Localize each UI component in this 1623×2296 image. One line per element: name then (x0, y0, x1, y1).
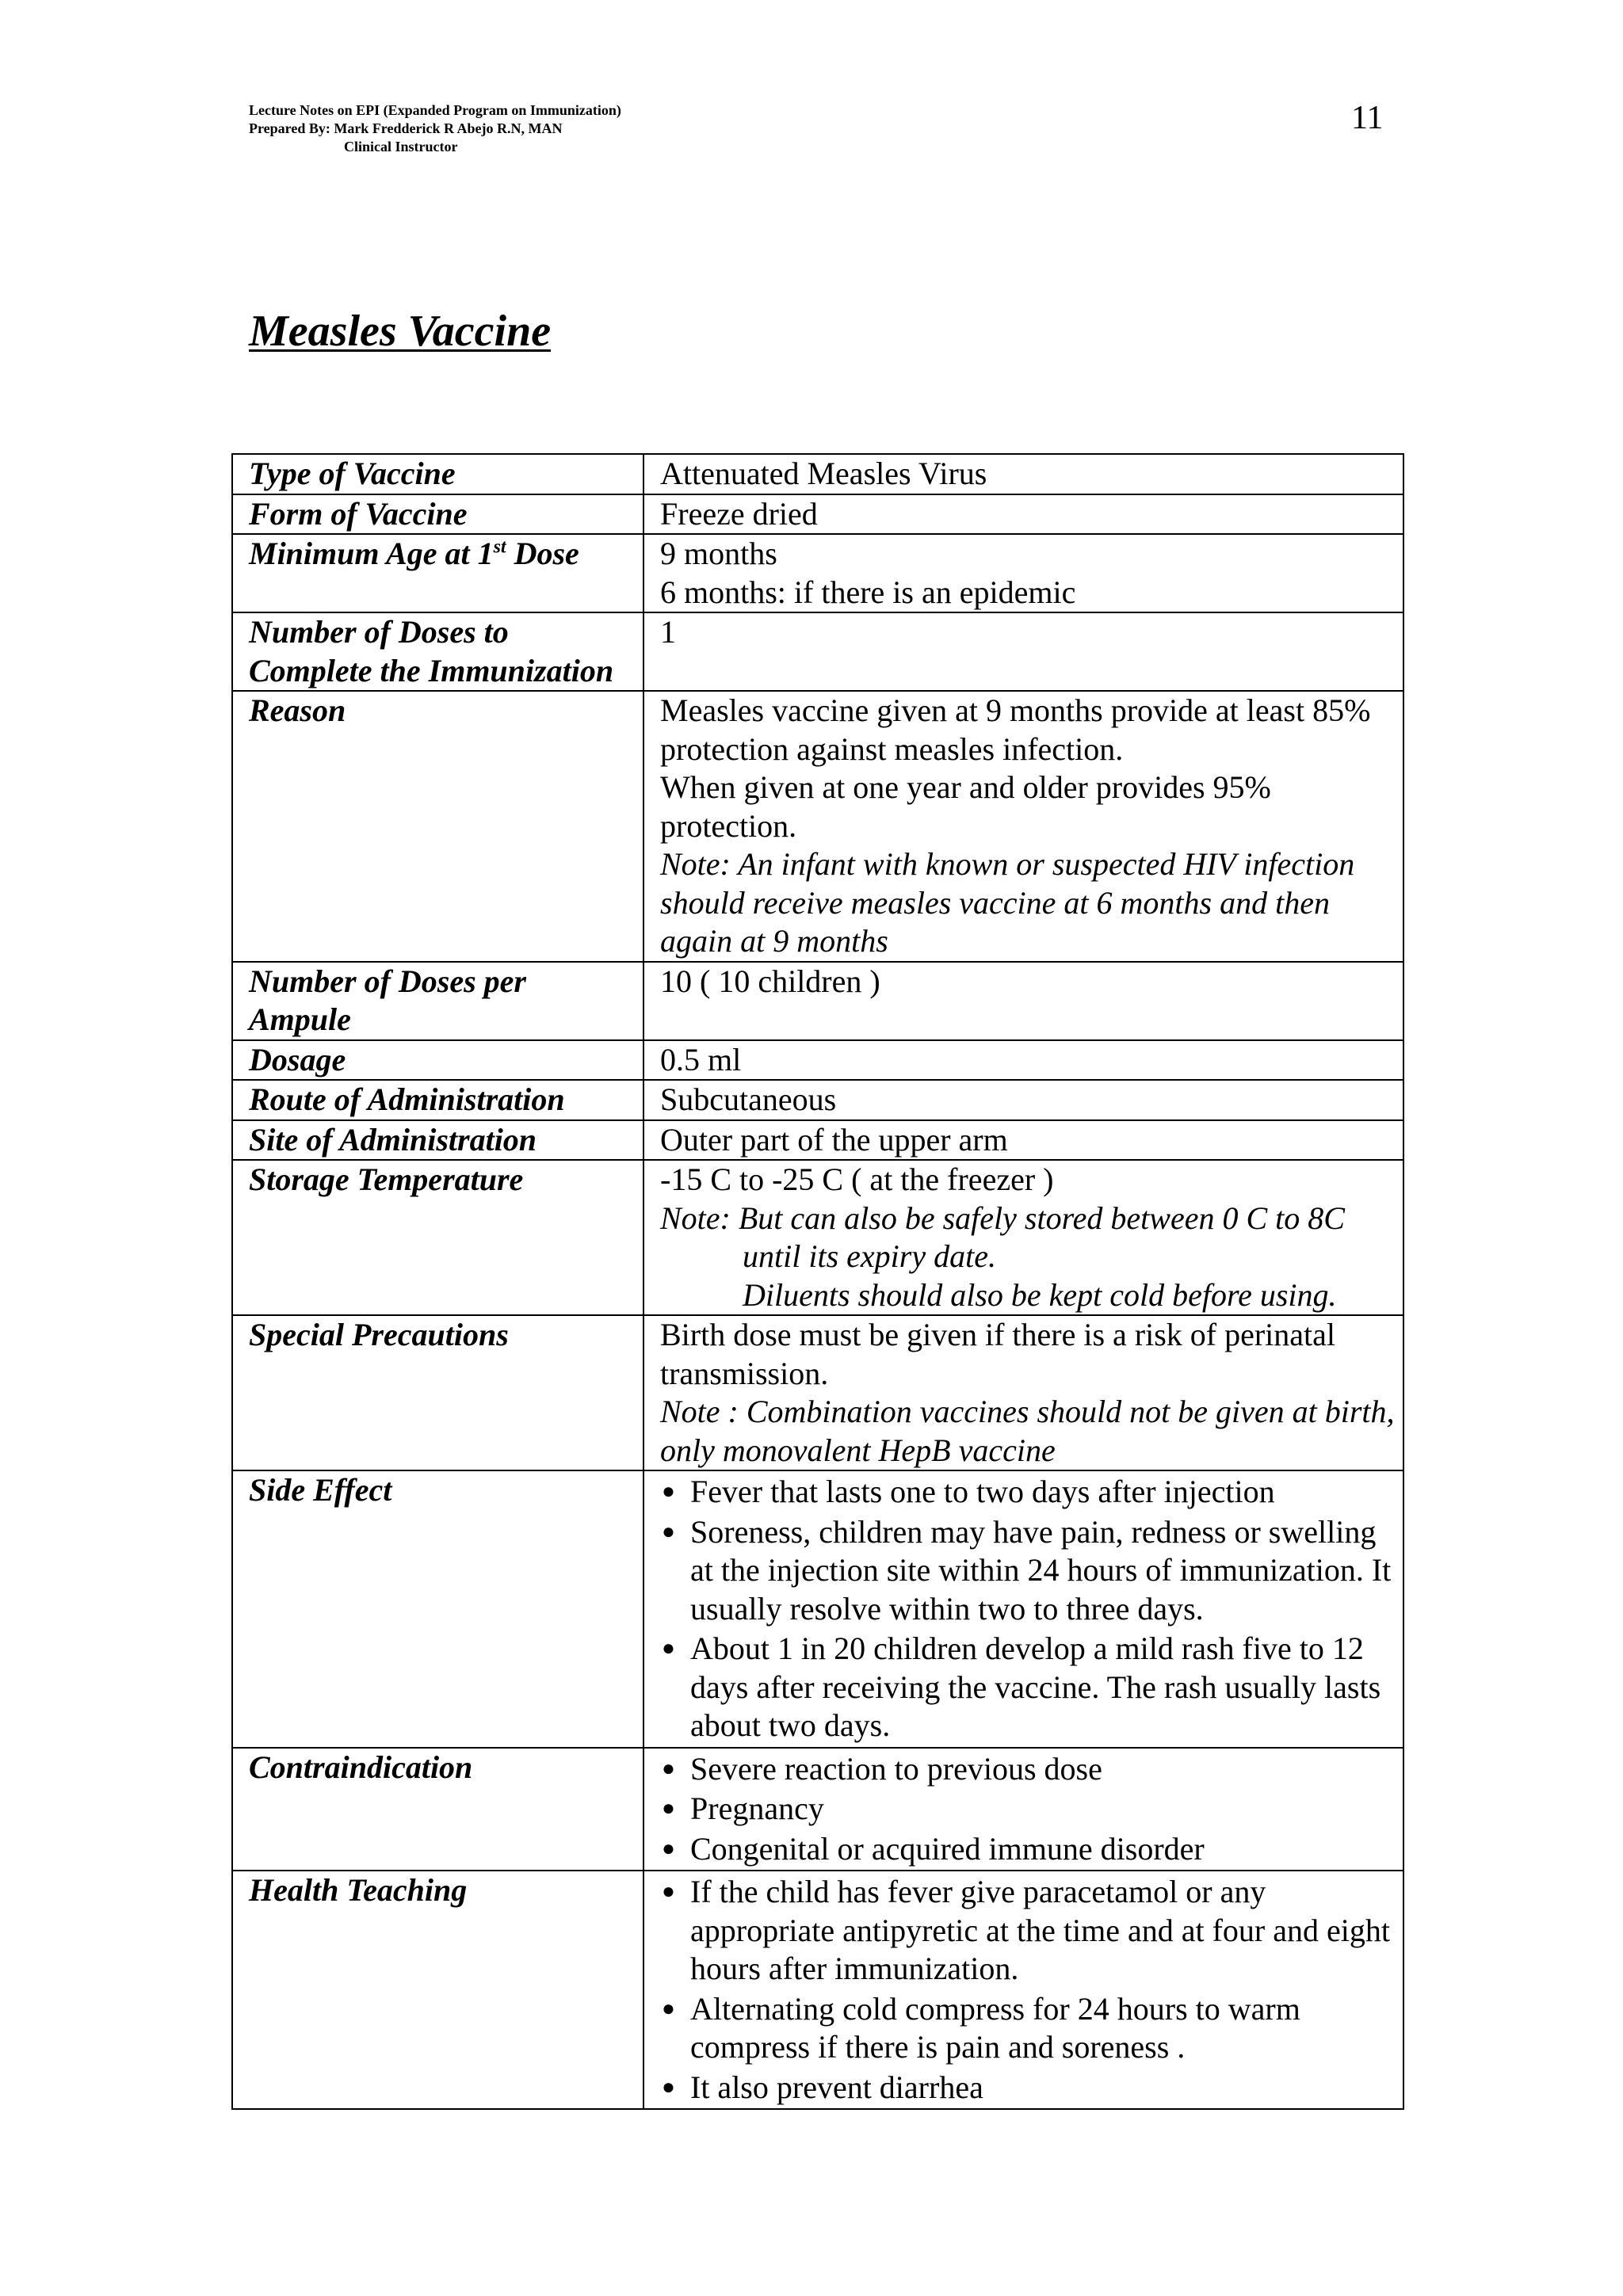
list-item-text: Alternating cold compress for 24 hours to warm compress if there is pain and soreness . (690, 1990, 1300, 2065)
row-value (643, 1748, 1403, 1871)
value-line: 9 months (660, 536, 777, 571)
list-item-text: Severe reaction to previous dose (690, 1750, 1102, 1787)
bullet-icon: ● (662, 1836, 675, 1861)
value-line: -15 C to -25 C ( at the freezer ) (660, 1161, 1054, 1197)
row-value (643, 691, 1403, 962)
value-note: Note: An infant with known or suspected HIV infection should receive measles vaccine at 6 months and then again at 9 months (660, 846, 1355, 959)
row-label: Type of Vaccine (232, 454, 643, 494)
bullet-icon: ● (662, 1519, 675, 1544)
table-row-contraindication (232, 1748, 1403, 1871)
list-item-text: Pregnancy (690, 1791, 824, 1826)
bullet-icon: ● (662, 1756, 675, 1781)
row-value: 10 ( 10 children ) (643, 962, 1403, 1040)
list-item (660, 1630, 1395, 1745)
value-note: Diluents should also be kept cold before using. (743, 1276, 1337, 1313)
value-line: 6 months: if there is an epidemic (660, 574, 1076, 610)
label-line: Ampule (249, 1001, 351, 1037)
bullet-icon: ● (662, 1996, 675, 2021)
header-course-title: Lecture Notes on EPI (Expanded Program on Immunization) (249, 102, 621, 118)
table-row-health-teaching (232, 1871, 1403, 2109)
row-label (232, 962, 643, 1040)
row-value: Subcutaneous (643, 1080, 1403, 1120)
row-value (643, 1315, 1403, 1470)
row-value: Attenuated Measles Virus (643, 454, 1403, 494)
label-line: Number of Doses per (249, 963, 526, 999)
value-paragraph: When given at one year and older provides 95% protection. (660, 769, 1271, 844)
row-label: Site of Administration (232, 1120, 643, 1161)
list-item (660, 1513, 1395, 1629)
row-value: 1 (643, 612, 1403, 691)
row-value (643, 1871, 1403, 2109)
row-value (643, 534, 1403, 612)
value-note: until its expiry date. (743, 1238, 996, 1274)
list-item (660, 2069, 1395, 2107)
row-value (643, 1160, 1403, 1315)
bullet-list (660, 1473, 1395, 1745)
row-label: Dosage (232, 1040, 643, 1081)
value-paragraph: Measles vaccine given at 9 months provide at least 85% protection against measles infection. (660, 692, 1371, 767)
bullet-icon: ● (662, 1796, 675, 1821)
list-item-text: Fever that lasts one to two days after injection (690, 1474, 1275, 1509)
list-item-text: It also prevent diarrhea (690, 2069, 983, 2105)
row-label: Health Teaching (232, 1871, 643, 2109)
table-row-side-effect (232, 1470, 1403, 1748)
table-row-route (232, 1080, 1403, 1120)
row-label (232, 612, 643, 691)
vaccine-info-table (231, 453, 1404, 2110)
row-value: Outer part of the upper arm (643, 1120, 1403, 1161)
page-title: Measles Vaccine (249, 307, 552, 356)
row-label: Special Precautions (232, 1315, 643, 1470)
row-value (643, 1470, 1403, 1748)
table-row-special-precautions (232, 1315, 1403, 1470)
list-item-text: About 1 in 20 children develop a mild rash five to 12 days after receiving the vaccine. The rash usually lasts about two days. (690, 1630, 1381, 1743)
value-note: Note : Combination vaccines should not be given at birth, only monovalent HepB vaccine (660, 1394, 1395, 1468)
list-item (660, 1473, 1395, 1512)
bullet-icon: ● (662, 2074, 675, 2100)
table-row-site (232, 1120, 1403, 1161)
row-label: Form of Vaccine (232, 494, 643, 535)
bullet-icon: ● (662, 1479, 675, 1504)
table-row-minimum-age (232, 534, 1403, 612)
list-item (660, 1750, 1395, 1789)
label-suffix: Dose (506, 536, 579, 571)
value-note: Note: But can also be safely stored between 0 C to 8C (660, 1199, 1345, 1236)
list-item (660, 1790, 1395, 1829)
row-label: Storage Temperature (232, 1160, 643, 1315)
table-row-number-of-doses (232, 612, 1403, 691)
table-row-form-of-vaccine (232, 494, 1403, 535)
row-value: Freeze dried (643, 494, 1403, 535)
bullet-icon: ● (662, 1636, 675, 1661)
table-row-type-of-vaccine (232, 454, 1403, 494)
list-item-text: If the child has fever give paracetamol or any appropriate antipyretic at the time and at four and eight hours after immunization. (690, 1874, 1390, 1986)
header-author: Prepared By: Mark Fredderick R Abejo R.N, MAN (249, 120, 563, 136)
row-label: Side Effect (232, 1470, 643, 1748)
table-row-reason (232, 691, 1403, 962)
list-item-text: Congenital or acquired immune disorder (690, 1830, 1205, 1867)
table-row-storage-temperature (232, 1160, 1403, 1315)
header-author-role: Clinical Instructor (344, 139, 458, 154)
list-item (660, 1873, 1395, 1989)
row-label: Route of Administration (232, 1080, 643, 1120)
label-prefix: Minimum Age at 1 (249, 536, 494, 571)
bullet-list (660, 1873, 1395, 2107)
label-superscript: st (493, 536, 506, 558)
row-label: Contraindication (232, 1748, 643, 1871)
document-header (249, 101, 621, 156)
row-label: Reason (232, 691, 643, 962)
row-label (232, 534, 643, 612)
table-row-dosage (232, 1040, 1403, 1081)
table-row-doses-per-ampule (232, 962, 1403, 1040)
bullet-list (660, 1750, 1395, 1869)
bullet-icon: ● (662, 1879, 675, 1904)
label-line: Complete the Immunization (249, 652, 614, 688)
page-number: 11 (1351, 100, 1384, 136)
label-line: Number of Doses to (249, 614, 509, 650)
value-paragraph: Birth dose must be given if there is a risk of perinatal transmission. (660, 1317, 1336, 1391)
list-item-text: Soreness, children may have pain, redness or swelling at the injection site within 24 hours of immunization. It usually resolve within two to three days. (690, 1513, 1392, 1627)
row-value: 0.5 ml (643, 1040, 1403, 1081)
list-item (660, 1830, 1395, 1869)
list-item (660, 1990, 1395, 2067)
